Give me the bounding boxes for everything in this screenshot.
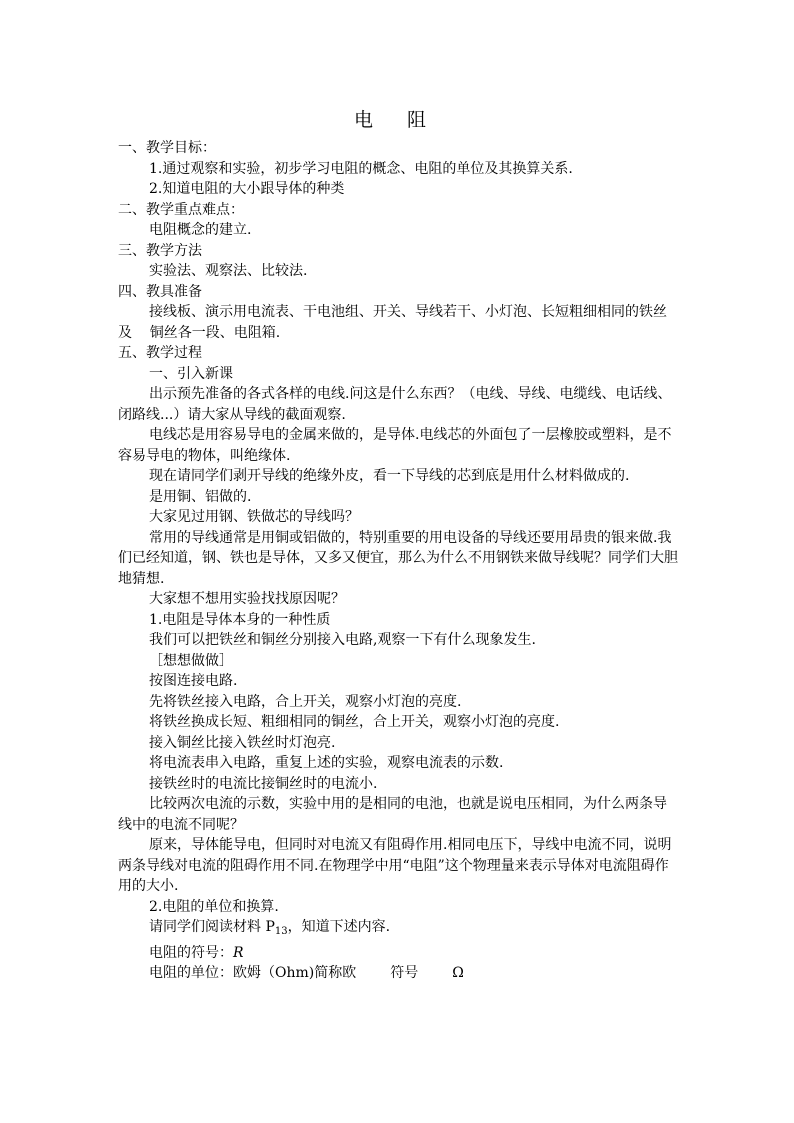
section-heading: 一、教学目标： (118, 140, 216, 156)
section-heading: 三、教学方法 (118, 242, 202, 259)
paragraph: 2.电阻的单位和换算. (149, 898, 279, 915)
unit-symbol: Ω (452, 965, 464, 981)
paragraph: 大家想不想用实验找找原因呢？ (149, 591, 345, 607)
paragraph-unit (118, 963, 678, 984)
paragraph: 是用铜、铝做的. (149, 488, 252, 505)
paragraph: 接铁丝时的电流比接铜丝时的电流小. (149, 775, 378, 792)
paragraph: 先将铁丝接入电路，合上开关，观察小灯泡的亮度. (149, 693, 462, 710)
paragraph: 将电流表串入电路，重复上述的实验，观察电流表的示数. (149, 755, 504, 771)
paragraph: 接入铜丝比接入铁丝时灯泡亮. (149, 734, 336, 751)
paragraph: 电阻概念的建立. (149, 222, 252, 238)
read-suffix: ，知道下述内容. (287, 919, 391, 935)
section-heading: 二、教学重点难点： (118, 201, 244, 218)
page-title: 电 阻 (353, 109, 441, 131)
paragraph: 常用的导线通常是用铜或铝做的，特别重要的用电设备的导线还要用昂贵的银来做.我们已经知道，钢、铁也是导体，又多又便宜，那么为什么不用钢铁来做导线呢？同学们大胆地猜想. (118, 529, 678, 587)
paragraph-symbol (118, 943, 678, 964)
paragraph: 实验法、观察法、比较法. (149, 263, 308, 279)
read-prefix: 请同学们阅读材料 P (149, 919, 275, 935)
paragraph: 现在请同学们剥开导线的绝缘外皮，看一下导线的芯到底是用什么材料做成的. (149, 468, 630, 484)
paragraph: 接线板、演示用电流表、干电池组、开关、导线若干、小灯泡、长短粗细相同的铁丝及 铜丝各一段、电阻箱. (118, 304, 667, 341)
unit-label: 电阻的单位：欧姆（Ohm)简称欧 (149, 965, 357, 981)
paragraph: 1.通过观察和实验，初步学习电阻的概念、电阻的单位及其换算关系. (149, 160, 573, 177)
paragraph: ［想想做做］ (149, 652, 233, 669)
unit-symbol-label: 符号 (390, 965, 419, 981)
paragraph: 按图连接电路. (149, 673, 238, 689)
paragraph: 一、引入新课 (149, 365, 233, 382)
symbol-value: R (233, 944, 244, 961)
section-heading: 五、教学过程 (118, 345, 202, 361)
read-subscript: 13 (274, 926, 288, 937)
paragraph: 出示预先准备的各式各样的电线.问这是什么东西？（电线、导线、电缆线、电话线、闭路线...）请大家从导线的截面观察. (118, 386, 672, 423)
paragraph: 原来，导体能导电，但同时对电流又有阻碍作用.相同电压下，导线中电流不同，说明两条导线对电流的阻碍作用不同.在物理学中用“电阻”这个物理量来表示导体对电流阻碍作用的大小. (118, 837, 672, 894)
section-heading: 四、教具准备 (118, 283, 202, 300)
paragraph: 将铁丝换成长短、粗细相同的铜丝，合上开关，观察小灯泡的亮度. (149, 714, 560, 730)
paragraph: 1.电阻是导体本身的一种性质 (149, 611, 331, 628)
paragraph: 2.知道电阻的大小跟导体的种类 (149, 181, 345, 197)
paragraph: 电线芯是用容易导电的金属来做的，是导体.电线芯的外面包了一层橡胶或塑料，是不容易导电的物体，叫绝缘体. (118, 427, 672, 464)
document-body (118, 138, 678, 984)
paragraph: 我们可以把铁丝和铜丝分别接入电路,观察一下有什么现象发生. (149, 632, 536, 648)
paragraph: 大家见过用钢、铁做芯的导线吗？ (149, 509, 359, 525)
symbol-label: 电阻的符号： (149, 944, 233, 961)
paragraph-read-material (118, 917, 678, 943)
paragraph: 比较两次电流的示数，实验中用的是相同的电池，也就是说电压相同，为什么两条导线中的电流不同呢？ (118, 796, 667, 833)
